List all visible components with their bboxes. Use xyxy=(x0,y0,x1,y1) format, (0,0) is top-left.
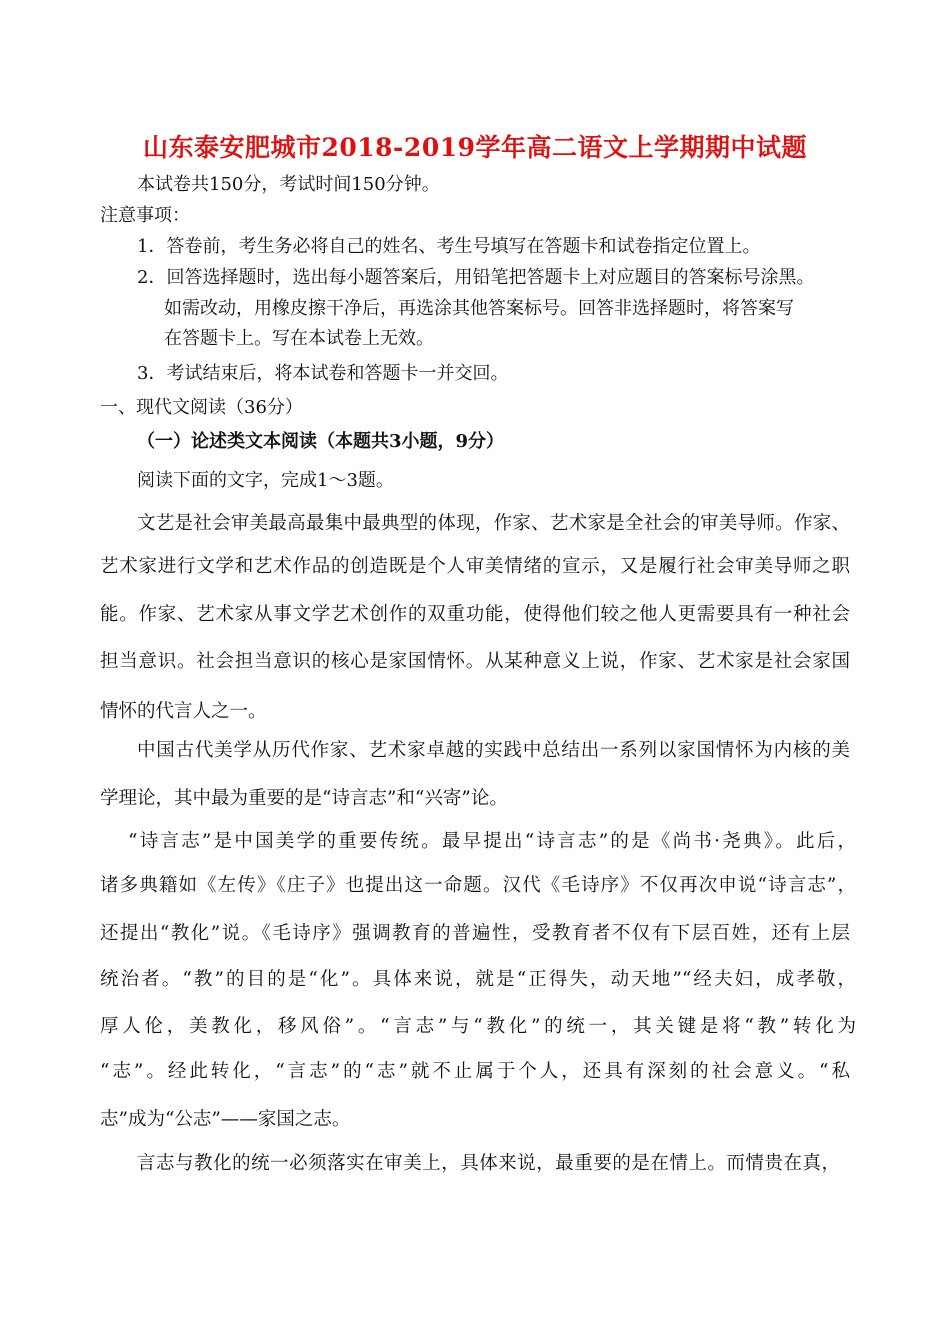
notice-heading: 注意事项： xyxy=(100,205,190,226)
section-heading: 一、现代文阅读（36分） xyxy=(100,397,303,418)
notice-item: 1．答卷前，考生务必将自己的姓名、考生号填写在答题卡和试卷指定位置上。 xyxy=(137,236,761,257)
passage-line: 厚人伦，美教化，移风俗”。“言志”与“教化”的统一，其关键是将“教”转化为 xyxy=(100,1016,856,1037)
passage-line: 中国古代美学从历代作家、艺术家卓越的实践中总结出一系列以家国情怀为内核的美 xyxy=(137,740,850,761)
passage-line: 能。作家、艺术家从事文学艺术创作的双重功能，使得他们较之他人更需要具有一种社会 xyxy=(100,604,850,625)
reading-instruction: 阅读下面的文字，完成1～3题。 xyxy=(137,470,394,491)
passage-line: 志”成为“公志”——家国之志。 xyxy=(100,1109,351,1130)
passage-line: 统治者。“教”的目的是“化”。具体来说，就是“正得失，动天地”“经夫妇，成孝敬， xyxy=(100,969,856,990)
passage-line: “诗言志”是中国美学的重要传统。最早提出“诗言志”的是《尚书·尧典》。此后， xyxy=(128,831,856,852)
document-title: 山东泰安肥城市2018-2019学年高二语文上学期期中试题 xyxy=(142,133,808,162)
passage-line: 还提出“教化”说。《毛诗序》强调教育的普遍性，受教育者不仅有下层百姓，还有上层 xyxy=(100,923,850,944)
passage-line: 言志与教化的统一必须落实在审美上，具体来说，最重要的是在情上。而情贵在真， xyxy=(137,1153,840,1174)
notice-item: 3．考试结束后，将本试卷和答题卡一并交回。 xyxy=(137,363,509,384)
passage-line: 艺术家进行文学和艺术作品的创造既是个人审美情绪的宣示，又是履行社会审美导师之职 xyxy=(100,556,850,577)
passage-line: “志”。经此转化，“言志”的“志”就不止属于个人，还具有深刻的社会意义。“私 xyxy=(100,1061,850,1082)
passage-line: 诸多典籍如《左传》《庄子》也提出这一命题。汉代《毛诗序》不仅再次申说“诗言志”， xyxy=(100,875,856,896)
passage-line: 担当意识。社会担当意识的核心是家国情怀。从某种意义上说，作家、艺术家是社会家国 xyxy=(100,651,850,672)
notice-item-continuation: 如需改动，用橡皮擦干净后，再选涂其他答案标号。回答非选择题时，将答案写 xyxy=(164,298,794,319)
notice-item: 2．回答选择题时，选出每小题答案后，用铅笔把答题卡上对应题目的答案标号涂黑。 xyxy=(137,267,815,288)
passage-line: 学理论，其中最为重要的是“诗言志”和“兴寄”论。 xyxy=(100,788,508,809)
passage-line: 情怀的代言人之一。 xyxy=(100,701,267,722)
notice-item-continuation: 在答题卡上。写在本试卷上无效。 xyxy=(164,328,434,349)
subsection-heading: （一）论述类文本阅读（本题共3小题，9分） xyxy=(137,431,505,452)
exam-intro: 本试卷共150分，考试时间150分钟。 xyxy=(137,174,440,195)
passage-line: 文艺是社会审美最高最集中最典型的体现，作家、艺术家是全社会的审美导师。作家、 xyxy=(137,513,850,534)
